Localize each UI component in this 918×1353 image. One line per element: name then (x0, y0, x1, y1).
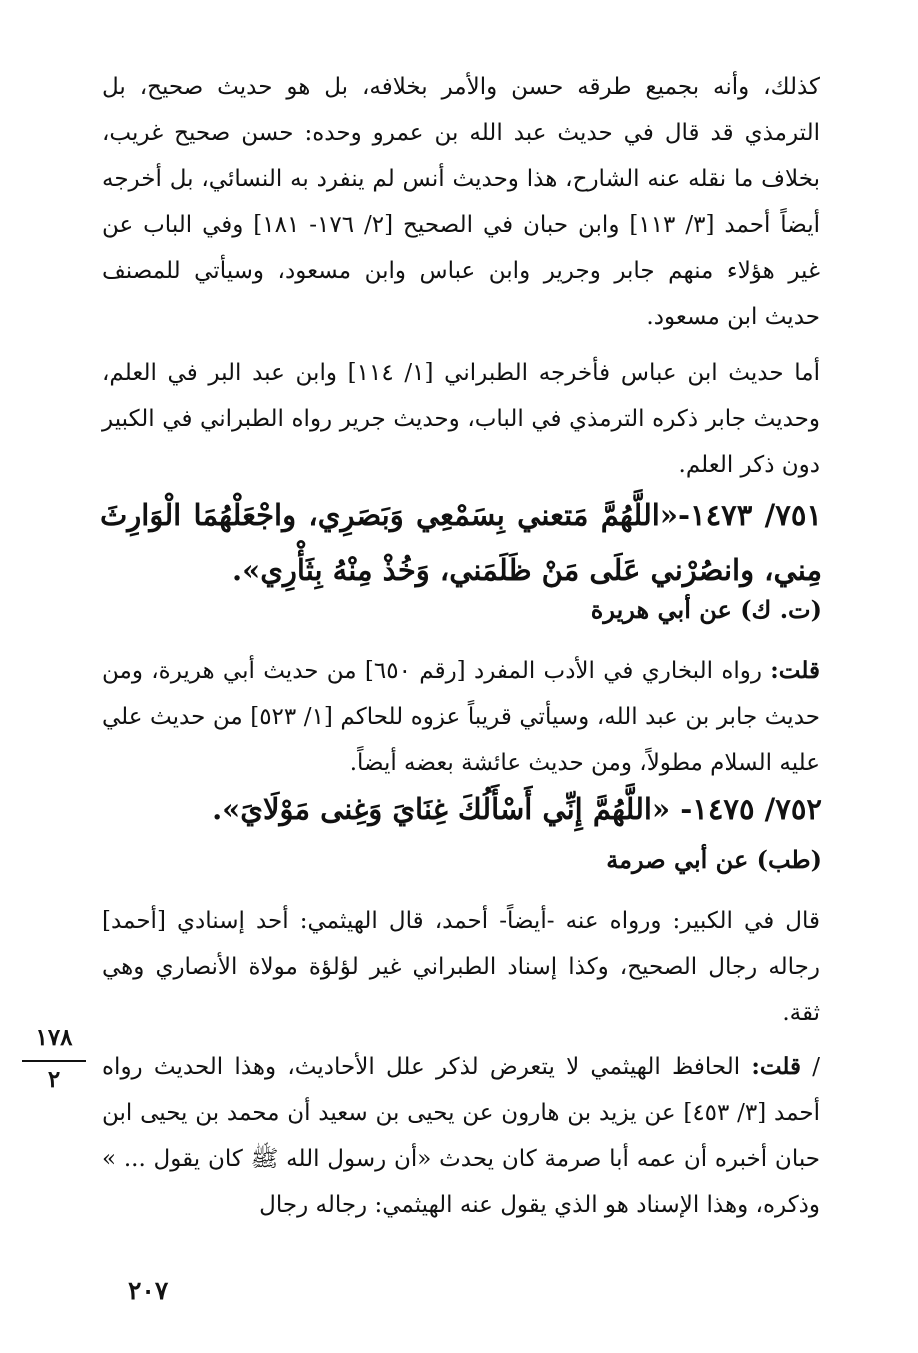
paragraph-qultu-1 (102, 648, 820, 786)
margin-reference (18, 1022, 90, 1094)
qultu-label-2: قلت: (751, 1053, 802, 1080)
paragraph-qultu-1-text: رواه البخاري في الأدب المفرد [رقم ٦٥٠] من حديث أبي هريرة، ومن حديث جابر بن عبد الله، وسيأتي قريباً عزوه للحاكم [١/ ٥٢٣] من حديث علي عليه السلام مطولاً، ومن حديث عائشة بعضه أيضاً. (102, 658, 820, 776)
page-number: ٢٠٧ (128, 1276, 169, 1305)
paragraph-commentary-2: أما حديث ابن عباس فأخرجه الطبراني [١/ ١١٤] وابن عبد البر في العلم، وحديث جابر ذكره الترمذي في الباب، وحديث جرير رواه الطبراني في الكبير دون ذكر العلم. (102, 360, 821, 478)
qultu-label: قلت: (770, 657, 820, 684)
paragraph-qultu-2 (102, 1044, 820, 1228)
margin-reference-top: ١٧٨ (35, 1024, 73, 1051)
paragraph-qultu-2-text: الحافظ الهيثمي لا يتعرض لذكر علل الأحاديث، وهذا الحديث رواه أحمد [٣/ ٤٥٣] عن يزيد بن هارون عن يحيى بن سعيد أن محمد بن يحيى ابن حبان أخبره أن عمه أبا صرمة كان يحدث «أن رسول الله ﷺ كان يقول ... » وذكره، وهذا الإسناد هو الذي يقول عنه الهيثمي: رجاله رجال (102, 1054, 820, 1218)
hadith-752-source: (طب) عن أبي صرمة (606, 845, 822, 874)
margin-reference-divider (22, 1060, 86, 1062)
hadith-751-source: (ت. ك) عن أبي هريرة (590, 595, 822, 624)
margin-reference-bottom: ٢ (47, 1066, 61, 1093)
hadith-751: ٧٥١/ ١٤٧٣-«اللَّهُمَّ مَتعني بِسَمْعِي وَبَصَرِي، واجْعَلْهُمَا الْوَارِثَ مِني، وانصُرْني عَلَى مَنْ ظَلَمَني، وَخُذْ مِنْهُ بِثَأْرِي». (100, 498, 822, 587)
paragraph-commentary-3: قال في الكبير: ورواه عنه -أيضاً- أحمد، قال الهيثمي: أحد إسنادي [أحمد] رجاله رجال الصحيح، وكذا إسناد الطبراني غير لؤلؤة مولاة الأنصاري وهي ثقة. (102, 908, 820, 1026)
paragraph-commentary-1: كذلك، وأنه بجميع طرقه حسن والأمر بخلافه، بل هو حديث صحيح، بل الترمذي قد قال في حديث عبد الله بن عمرو وحده: حسن صحيح غريب، بخلاف ما نقله عنه الشارح، هذا وحديث أنس لم ينفرد به النسائي، بل أخرجه أيضاً أحمد [٣/ ١١٣] وابن حبان في الصحيح [٢/ ١٧٦- ١٨١] وفي الباب عن غير هؤلاء منهم جابر وجرير وابن عباس وابن مسعود، وسيأتي للمصنف حديث ابن مسعود. (102, 74, 821, 330)
paragraph-qultu-2-prefix: / (801, 1054, 820, 1080)
hadith-752: ٧٥٢/ ١٤٧٥- «اللَّهُمَّ إِنِّي أَسْأَلُكَ غِنَايَ وَغِنى مَوْلَايَ». (212, 792, 822, 826)
